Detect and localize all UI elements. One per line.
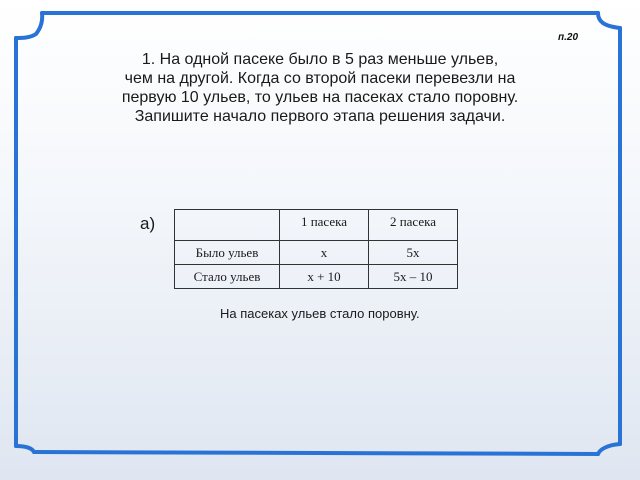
column-header-apiary-2: 2 пасека	[369, 210, 458, 241]
table-cell: х	[280, 241, 369, 265]
row-header-became: Стало ульев	[175, 265, 280, 289]
conclusion-text: На пасеках ульев стало поровну.	[220, 306, 420, 321]
table-header-row	[175, 210, 458, 241]
column-header-apiary-1: 1 пасека	[280, 210, 369, 241]
table-row	[175, 241, 458, 265]
page-number: п.20	[558, 32, 579, 43]
variant-label: а)	[140, 214, 156, 233]
task-line: чем на другой. Когда со второй пасеки перевезли на	[124, 70, 516, 87]
solution-table	[174, 209, 458, 289]
table-corner-cell	[175, 210, 280, 241]
task-line: первую 10 ульев, то ульев на пасеках стало поровну.	[121, 89, 519, 106]
task-line: Запишите начало первого этапа решения задачи.	[134, 108, 506, 125]
table-cell: х + 10	[280, 265, 369, 289]
table-cell: 5х	[369, 241, 458, 265]
task-line: 1. На одной пасеке было в 5 раз меньше ульев,	[141, 51, 499, 68]
table-cell: 5х – 10	[369, 265, 458, 289]
task-statement	[30, 50, 610, 126]
table-row	[175, 265, 458, 289]
row-header-was: Было ульев	[175, 241, 280, 265]
